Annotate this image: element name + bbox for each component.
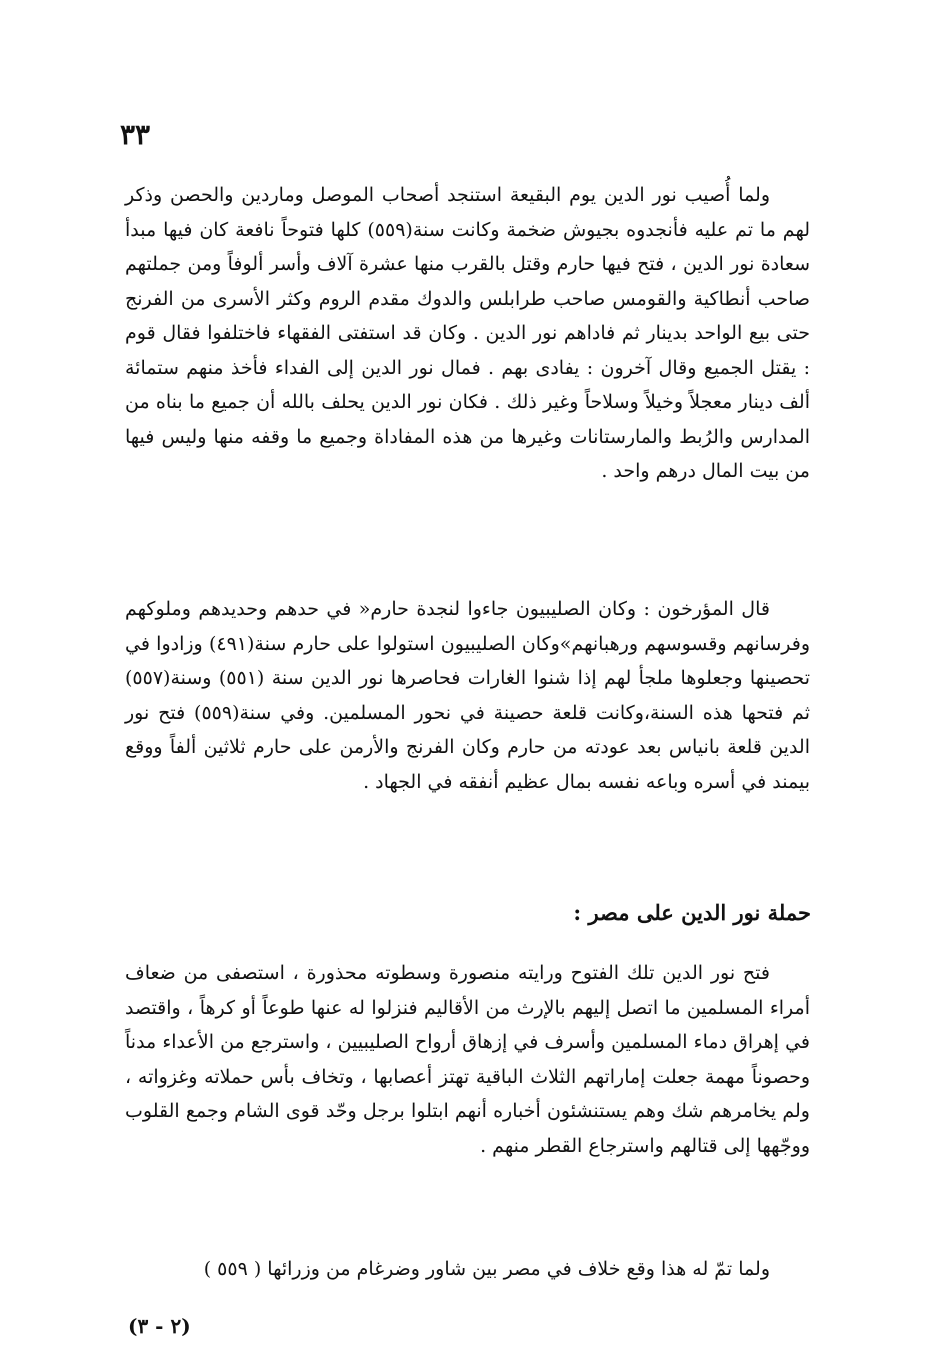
paragraph-egypt-dispute bbox=[125, 1252, 810, 1287]
page-number: ٣٣ bbox=[120, 118, 151, 151]
paragraph-conquests bbox=[125, 956, 810, 1163]
paragraph-text: قال المؤرخون : وكان الصليبيون جاءوا لنجدة حارم« في حدهم وحديدهم وملوكهم وفرسانهم وقسوسهم ورهبانهم»وكان الصليبيون استولوا على حارم سنة(٤٩١) وزادوا في تحصينها وجعلوها ملجأ لهم إذا شنوا الغارات فحاصرها نور الدين سنة (٥٥١) وسنة(٥٥٧) ثم فتحها هذه السنة،وكانت قلعة حصينة في نحور المسلمين. وفي سنة(٥٥٩) فتح نور الدين قلعة بانياس بعد عودته من حارم وكان الفرنج والأرمن على حارم ثلاثين ألفاً ووقع بيمند في أسره وباعه نفسه بمال عظيم أنفقه في الجهاد . bbox=[125, 598, 810, 793]
paragraph-historians-harim bbox=[125, 592, 810, 799]
paragraph-nur-al-din-victory bbox=[125, 178, 810, 489]
printer-signature-mark: (٢ - ٣) bbox=[128, 1314, 191, 1338]
paragraph-text: ولما أُصيب نور الدين يوم البقيعة استنجد أصحاب الموصل وماردين والحصن وذكر لهم ما تم عليه فأنجدوه بجيوش ضخمة وكانت سنة(٥٥٩) كلها فتوحاً نافعة كان فيها مبدأ سعادة نور الدين ، فتح فيها حارم وقتل بالقرب منها عشرة آلاف وأسر ألوفاً ومن جملتهم صاحب أنطاكية والقومس صاحب طرابلس والدوك مقدم الروم وكثر الأسرى من الفرنج حتى بيع الواحد بدينار ثم فاداهم نور الدين . وكان قد استفتى الفقهاء فاختلفوا فقال قوم : يقتل الجميع وقال آخرون : يفادى بهم . فمال نور الدين إلى الفداء فأخذ منهم ستمائة ألف دينار معجلاً وخيلاً وسلاحاً وغير ذلك . فكان نور الدين يحلف بالله أن جميع ما بناه من المدارس والرُبط والمارستانات وغيرها من هذه المفاداة وجميع ما وقفه منها وليس فيها من بيت المال درهم واحد . bbox=[125, 184, 811, 482]
section-heading: حملة نور الدين على مصر : bbox=[573, 900, 811, 925]
paragraph-text: ولما تمّ له هذا وقع خلاف في مصر بين شاور وضرغام من وزرائها ( ٥٥٩ ) bbox=[203, 1258, 770, 1280]
paragraph-text: فتح نور الدين تلك الفتوح ورايته منصورة وسطوته محذورة ، استصفى من ضعاف أمراء المسلمين ما اتصل إليهم بالإرث من الأقاليم فنزلوا له عنها طوعاً أو كرهاً ، واقتصد في إهراق دماء المسلمين وأسرف في إزهاق أرواح الصليبيين ، واسترجع من الأعداء مدناً وحصوناً مهمة جعلت إماراتهم الثلاث الباقية تهتز أعصابها ، وتخاف بأس حملاته وغزواته ، ولم يخامرهم شك وهم يستنشئون أخباره أنهم ابتلوا برجل وحّد قوى الشام وجمع القلوب ووجّهها إلى قتالهم واسترجاع القطر منهم . bbox=[125, 962, 810, 1157]
